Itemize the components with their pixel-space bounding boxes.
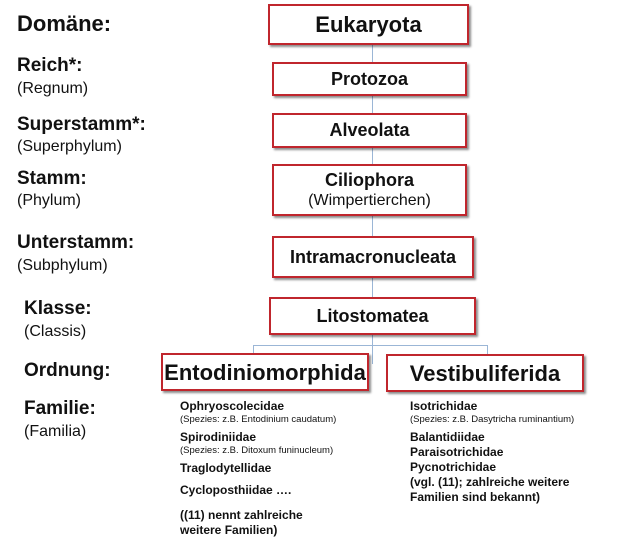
family-item-note: (vgl. (11); zahlreiche weitere Familien sind bekannt)	[410, 475, 570, 504]
taxon-box-order-vestibuliferida	[386, 354, 584, 392]
rank-superphylum-latin: (Superphylum)	[17, 138, 122, 155]
rank-family-latin: (Familia)	[24, 423, 87, 440]
taxon-phylum-common-name: (Wimpertierchen)	[308, 192, 431, 209]
rank-domain-label: Domäne:	[17, 11, 112, 36]
taxon-superphylum-name: Alveolata	[329, 120, 410, 140]
rank-phylum-label: Stamm:	[17, 168, 87, 189]
family-item-name: Isotrichidae	[410, 399, 478, 413]
taxon-box-kingdom	[272, 62, 467, 96]
taxon-box-superphylum	[272, 113, 467, 148]
family-list-entodiniomorphida	[180, 399, 380, 538]
taxon-kingdom-name: Protozoa	[330, 68, 408, 89]
family-list-vestibuliferida	[410, 399, 620, 505]
rank-phylum-latin: (Phylum)	[17, 192, 82, 209]
rank-family-label: Familie:	[24, 398, 96, 419]
rank-superphylum-label: Superstamm*:	[17, 114, 146, 135]
family-item-note: ((11) nennt zahlreiche weitere Familien)	[180, 508, 303, 537]
family-item-example: (Spezies: z.B. Ditoxum funinucleum)	[180, 445, 334, 456]
family-item-name: Paraisotrichidae	[410, 445, 504, 459]
taxon-box-subphylum	[272, 236, 474, 278]
rank-kingdom-label: Reich*:	[17, 55, 83, 76]
taxon-subphylum-name: Intramacronucleata	[289, 246, 457, 267]
rank-kingdom-latin: (Regnum)	[17, 80, 89, 97]
taxon-order-vestibuliferida-name: Vestibuliferida	[409, 360, 561, 386]
taxon-domain-name: Eukaryota	[315, 12, 422, 37]
rank-class-latin: (Classis)	[24, 323, 87, 340]
taxon-box-domain	[268, 4, 469, 45]
taxon-phylum-name: Ciliophora	[325, 170, 414, 190]
rank-subphylum-label: Unterstamm:	[17, 232, 135, 253]
taxon-class-name: Litostomatea	[316, 305, 429, 326]
taxon-box-phylum	[272, 164, 467, 216]
order-branch-line	[253, 345, 488, 346]
family-item-example: (Spezies: z.B. Entodinium caudatum)	[180, 414, 337, 425]
taxon-box-class	[269, 297, 476, 335]
family-item-name: Traglodytellidae	[180, 461, 272, 475]
rank-class-label: Klasse:	[24, 298, 92, 319]
taxon-order-entodiniomorphida-name: Entodiniomorphida	[164, 359, 366, 385]
family-item-name: Cycloposthiidae ….	[180, 483, 292, 497]
taxon-box-order-entodiniomorphida	[161, 353, 369, 391]
rank-order-label: Ordnung:	[24, 360, 111, 381]
family-item-example: (Spezies: z.B. Dasytricha ruminantium)	[410, 414, 575, 425]
rank-subphylum-latin: (Subphylum)	[17, 257, 108, 274]
family-item-name: Pycnotrichidae	[410, 460, 497, 474]
family-item-name: Balantidiidae	[410, 430, 485, 444]
family-item-name: Ophryoscolecidae	[180, 399, 285, 413]
family-item-name: Spirodiniidae	[180, 430, 257, 444]
